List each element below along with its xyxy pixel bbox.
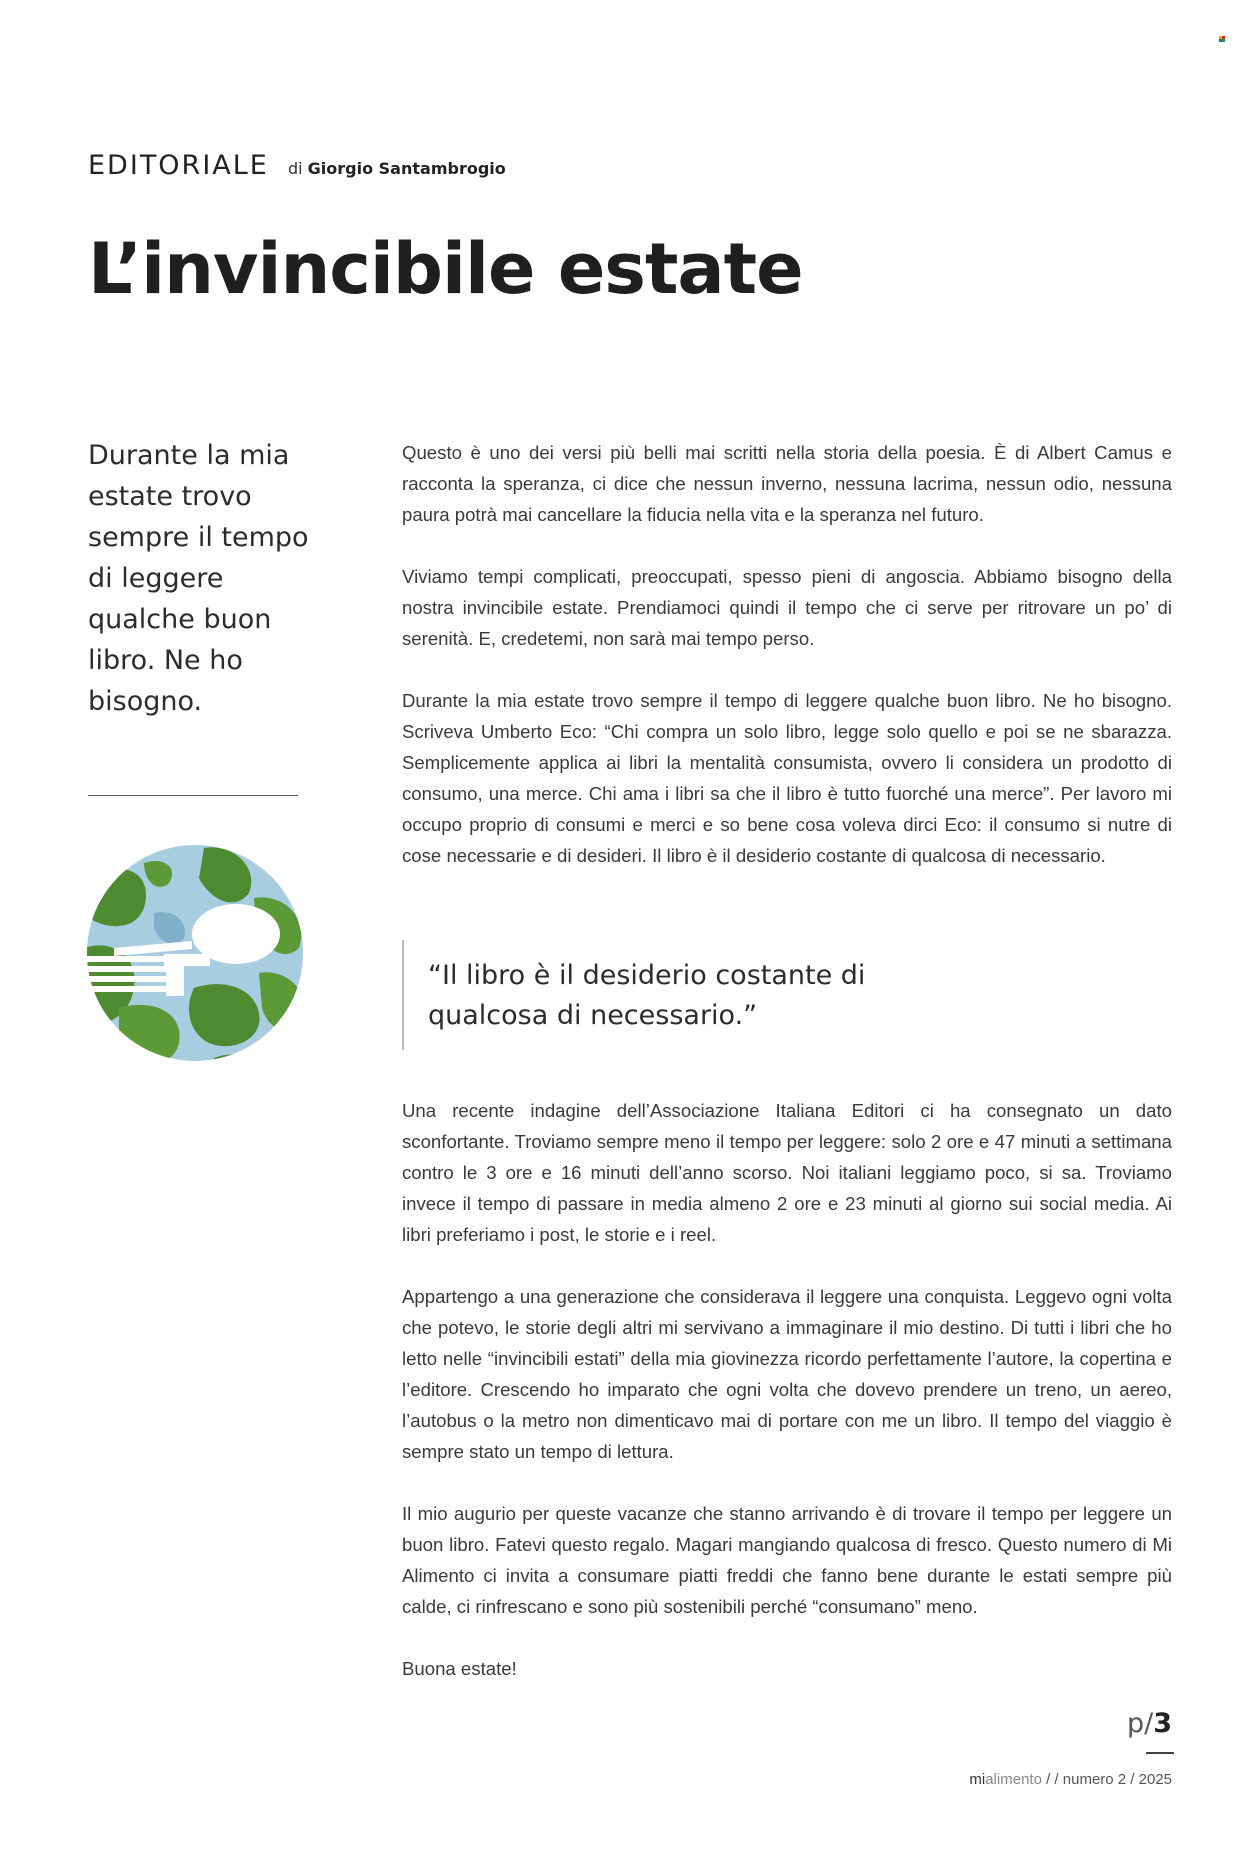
article-body-continued: [402, 1095, 1172, 1715]
closing-line: Buona estate!: [402, 1658, 517, 1679]
issue-info: [969, 1771, 1172, 1788]
page-number-value: 3: [1153, 1708, 1172, 1739]
article-title: L’invincibile estate: [88, 228, 803, 310]
page-prefix: p/: [1126, 1708, 1154, 1739]
body-paragraph: Durante la mia estate trovo sempre il tempo di leggere qualche buon libro. Ne ho bisogno. Scriveva Umberto Eco: “Chi compra un solo libro, legge solo quello e poi se ne sbarazza. Semplicemente applica ai libri la mentalità consumista, ovvero li considera un prodotto di consumo, una merce. Chi ama i libri sa che il libro è tutto fuorché una merce”. Per lavoro mi occupo proprio di consumi e merci e so bene cosa voleva dirci Eco: il consumo si nutre di cose necessarie e di desideri. Il libro è il desiderio costante di qualcosa di necessario.: [402, 690, 1172, 866]
author-name: Giorgio Santambrogio: [307, 159, 506, 178]
color-mark-icon: [1219, 36, 1225, 42]
pull-quote-text: “Il libro è il desiderio costante di qualcosa di necessario.”: [428, 960, 866, 1031]
pull-out-text: Durante la mia estate trovo sempre il tempo di leggere qualche buon libro. Ne ho bisogno.: [88, 440, 309, 717]
page-number: [1127, 1708, 1172, 1739]
brand-alimento: alimento: [985, 1771, 1042, 1788]
byline: [288, 159, 506, 178]
pull-quote: [402, 940, 902, 1050]
footer-rule: [1146, 1752, 1174, 1754]
globe-fork-spoon-icon: [84, 838, 306, 1068]
issue-number: / / numero 2 / 2025: [1041, 1771, 1172, 1788]
body-paragraph: Viviamo tempi complicati, preoccupati, spesso pieni di angoscia. Abbiamo bisogno della nostra invincibile estate. Prendiamoci quindi il tempo che ci serve per ritrovare un po’ di serenità. E, credetemi, non sarà mai tempo perso.: [402, 566, 1172, 649]
body-paragraph: Appartengo a una generazione che considerava il leggere una conquista. Leggevo ogni volta che potevo, le storie degli altri mi servivano a immaginare il mio destino. Di tutti i libri che ho letto nelle “invincibili estati” della mia giovinezza ricordo perfettamente l’autore, la copertina e l’editore. Crescendo ho imparato che ogni volta che dovevo prendere un treno, un aereo, l’autobus o la metro non dimenticavo mai di portare con me un libro. Il tempo del viaggio è sempre stato un tempo di lettura.: [402, 1286, 1172, 1462]
brand-mi: mi: [969, 1771, 986, 1788]
section-label: EDITORIALE: [88, 150, 269, 181]
section-header: [88, 150, 506, 181]
byline-prefix: di: [287, 159, 303, 178]
body-paragraph: Questo è uno dei versi più belli mai scritti nella storia della poesia. È di Albert Camus e racconta la speranza, ci dice che nessun inverno, nessuna lacrima, nessun odio, nessuna paura potrà mai cancellare la fiducia nella vita e la speranza nel futuro.: [402, 442, 1172, 525]
article-body: [402, 437, 1172, 902]
body-paragraph: Il mio augurio per queste vacanze che stanno arrivando è di trovare il tempo per leggere un buon libro. Fatevi questo regalo. Magari mangiando qualcosa di fresco. Questo numero di Mi Alimento ci invita a consumare piatti freddi che fanno bene durante le estati sempre più calde, ci rinfrescano e sono più sostenibili perché “consumano” meno.: [402, 1503, 1172, 1617]
divider: [88, 795, 298, 796]
body-paragraph: Una recente indagine dell’Associazione Italiana Editori ci ha consegnato un dato sconfortante. Troviamo sempre meno il tempo per leggere: solo 2 ore e 47 minuti a settimana contro le 3 ore e 16 minuti dell’anno scorso. Noi italiani leggiamo poco, si sa. Troviamo invece il tempo di passare in media almeno 2 ore e 23 minuti al giorno sui social media. Ai libri preferiamo i post, le storie e i reel.: [402, 1100, 1172, 1245]
